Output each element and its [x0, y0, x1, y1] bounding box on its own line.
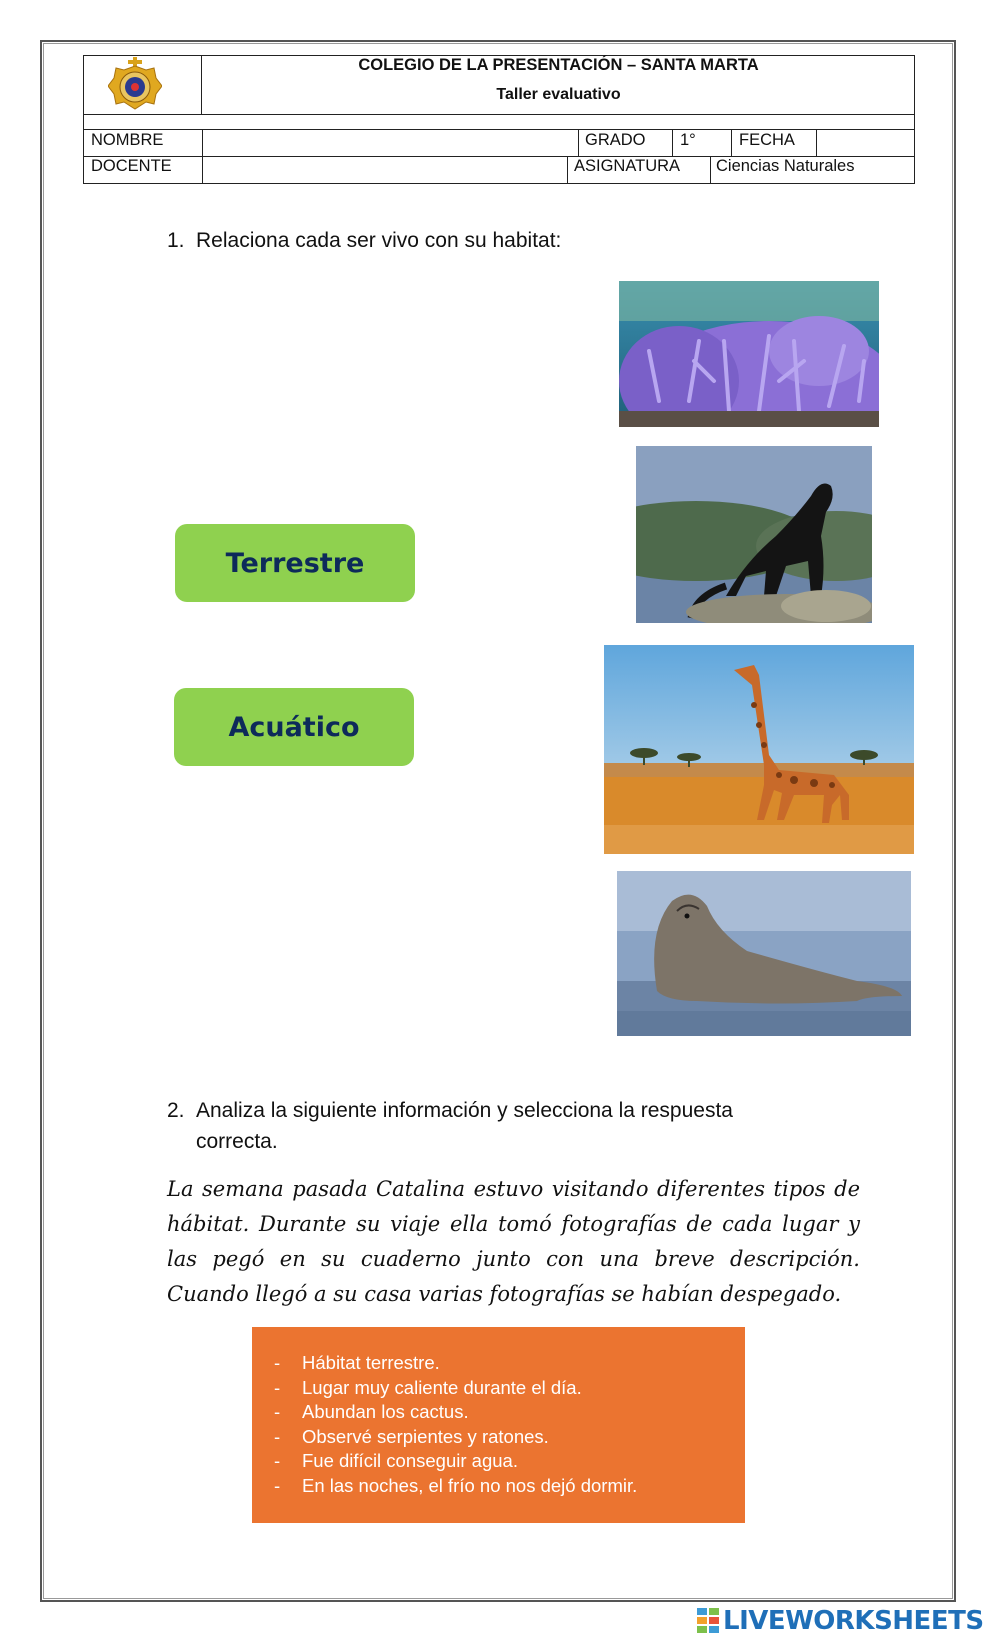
liveworksheets-logo-icon: [697, 1608, 719, 1634]
fecha-label: FECHA: [739, 131, 795, 149]
docente-label: DOCENTE: [91, 157, 172, 175]
note-item: - Observé serpientes y ratones.: [274, 1425, 549, 1447]
liveworksheets-brand[interactable]: [697, 1603, 984, 1639]
school-crest-logo: [108, 57, 162, 115]
brand-text: LIVEWORKSHEETS: [723, 1606, 984, 1636]
asignatura-value: Ciencias Naturales: [716, 157, 855, 175]
asignatura-label: ASIGNATURA: [574, 157, 681, 175]
story-paragraph: La semana pasada Catalina estuvo visitando diferentes tipos de hábitat. Durante su viaje ella tomó fotografías de cada lugar y las pegó en su cuaderno junto con una breve descripción. Cuando llegó a su casa varias fotografías se habían despegado.: [167, 1177, 860, 1306]
question-1-text: Relaciona cada ser vivo con su habitat:: [196, 229, 562, 252]
giraffe-image[interactable]: [604, 645, 914, 854]
note-item: - Abundan los cactus.: [274, 1401, 469, 1422]
habitat-option-acuatico[interactable]: Acuático: [174, 688, 414, 766]
question-1-number: 1.: [167, 229, 185, 252]
school-name: COLEGIO DE LA PRESENTACIÓN – SANTA MARTA: [358, 56, 759, 74]
grado-value: 1°: [680, 131, 696, 149]
question-2-text-line1: Analiza la siguiente información y selecciona la respuesta: [196, 1099, 733, 1122]
nombre-label: NOMBRE: [91, 131, 164, 149]
habitat-notes-card: [252, 1327, 745, 1523]
note-item: - Hábitat terrestre.: [274, 1352, 440, 1373]
question-2-number: 2.: [167, 1099, 185, 1122]
note-item: - Fue difícil conseguir agua.: [274, 1450, 518, 1471]
note-item: - Lugar muy caliente durante el día.: [274, 1376, 582, 1398]
black-panther-image[interactable]: [636, 446, 872, 623]
habitat-option-terrestre[interactable]: Terrestre: [175, 524, 415, 602]
coral-reef-image[interactable]: [619, 281, 879, 427]
worksheet-subtitle: Taller evaluativo: [496, 86, 621, 103]
note-item: - En las noches, el frío no nos dejó dormir.: [274, 1474, 638, 1496]
grado-label: GRADO: [585, 131, 646, 149]
seal-image[interactable]: [617, 871, 911, 1036]
question-2-text-line2: correcta.: [196, 1130, 278, 1153]
